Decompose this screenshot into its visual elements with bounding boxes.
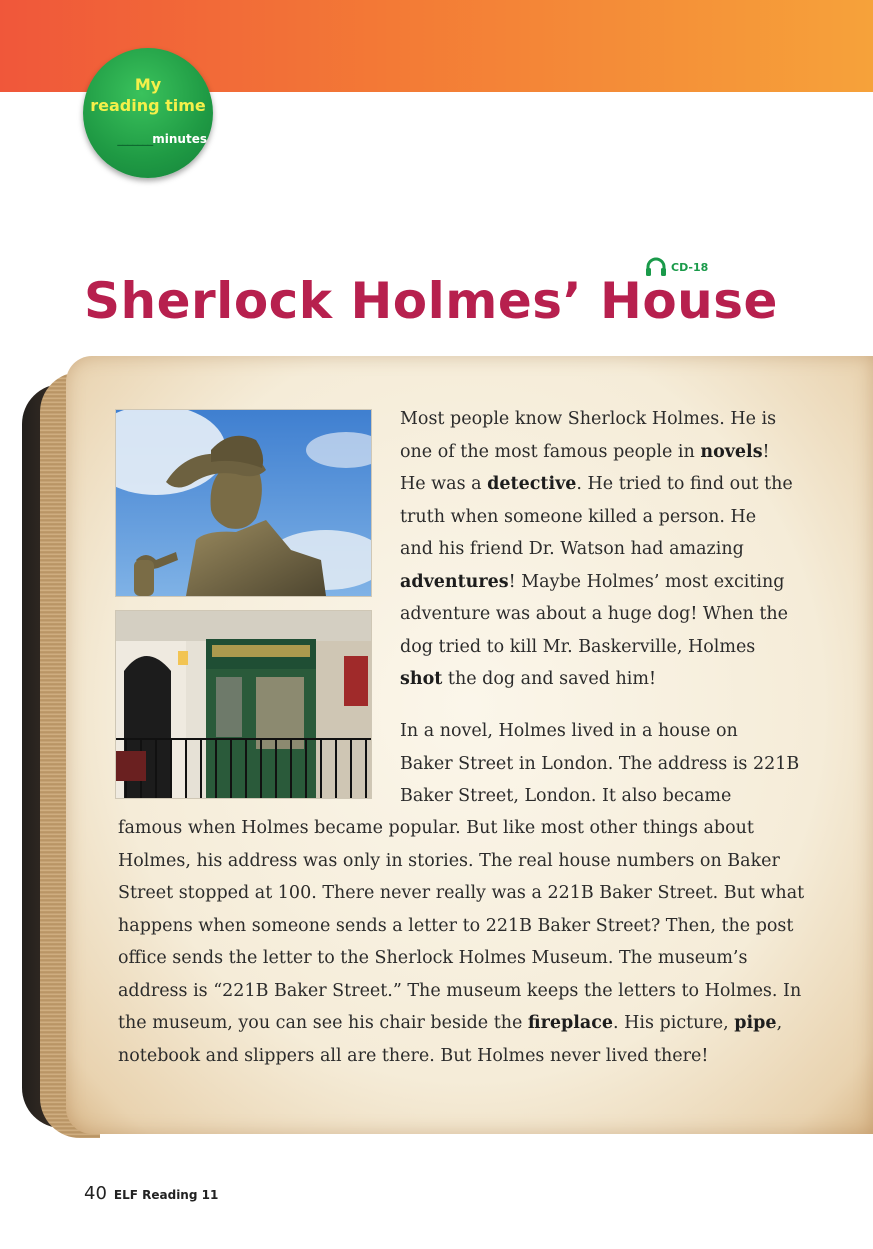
text-line [400,780,799,813]
text-run: Baker Street, London. It also became [400,786,732,806]
vocabulary-word: novels [700,441,763,462]
text-run: , [776,1013,783,1033]
vocabulary-word: detective [487,474,577,494]
text-run: and his friend Dr. Watson had amazing [400,539,744,559]
text-line [400,468,793,501]
text-line [118,910,804,943]
text-line [118,1040,804,1073]
text-run: Baker Street in London. The address is 221B [400,753,800,774]
text-line [118,845,804,878]
text-run: office sends the letter to the Sherlock Holmes Museum. The museum’s [118,948,748,968]
paragraph-1 [400,403,793,696]
paragraph-2-full [118,812,804,1072]
badge-title [83,74,213,116]
book-name: ELF Reading 11 [113,1188,219,1202]
text-run: adventure was about a huge dog! When the [400,604,789,624]
text-run: . His picture, [613,1013,735,1033]
statue-photo [115,409,372,597]
text-line [400,436,793,469]
text-run: He was a [400,474,488,494]
reading-time-badge [83,48,213,178]
text-run: notebook and slippers all are there. But Holmes never lived there! [118,1045,709,1066]
badge-minutes [83,132,207,146]
text-line [118,812,804,845]
badge-title-line1: My [134,75,162,94]
page-title: Sherlock Holmes’ House [84,272,778,330]
paragraph-2-side [400,715,799,813]
text-line [400,598,793,631]
text-run: truth when someone killed a person. He [400,506,757,527]
text-run: address is “221B Baker Street.” The museum keeps the letters to Holmes. In [118,980,802,1001]
text-run: Street stopped at 100. There never really was a 221B Baker Street. But what [118,883,805,903]
badge-title-line2: reading time [90,96,206,115]
text-line [118,942,804,975]
text-run: In a novel, Holmes lived in a house on [400,721,738,741]
text-line [118,1007,804,1040]
text-run: the dog and saved him! [442,669,657,689]
vocabulary-word: adventures [400,571,509,592]
text-line [400,663,793,696]
text-line [118,975,804,1008]
badge-unit: minutes [152,132,207,146]
text-line [400,501,793,534]
audio-track-label: CD-18 [671,260,709,274]
text-run: ! [762,441,770,462]
vocabulary-word: pipe [734,1013,777,1033]
page-number: 40 [84,1183,107,1204]
badge-blank: _______ [117,132,153,146]
page-footer [84,1183,218,1204]
text-run: the museum, you can see his chair beside the [118,1013,528,1033]
text-run: ! Maybe Holmes’ most exciting [508,571,785,592]
museum-storefront-photo [115,610,372,799]
text-run: dog tried to kill Mr. Baskerville, Holmes [400,636,756,657]
text-run: Holmes, his address was only in stories. The real house numbers on Baker [118,850,780,871]
text-line [400,533,793,566]
text-line [400,631,793,664]
text-line [400,403,793,436]
text-run: . He tried to find out the [576,474,793,494]
text-run: Most people know Sherlock Holmes. He is [400,409,777,429]
text-line [400,748,799,781]
text-line [400,715,799,748]
text-run: famous when Holmes became popular. But like most other things about [118,818,754,838]
text-line [400,566,793,599]
vocabulary-word: shot [400,669,443,689]
text-line [118,877,804,910]
text-run: one of the most famous people in [400,441,701,462]
vocabulary-word: fireplace [527,1013,614,1033]
text-run: happens when someone sends a letter to 221B Baker Street? Then, the post [118,915,794,936]
